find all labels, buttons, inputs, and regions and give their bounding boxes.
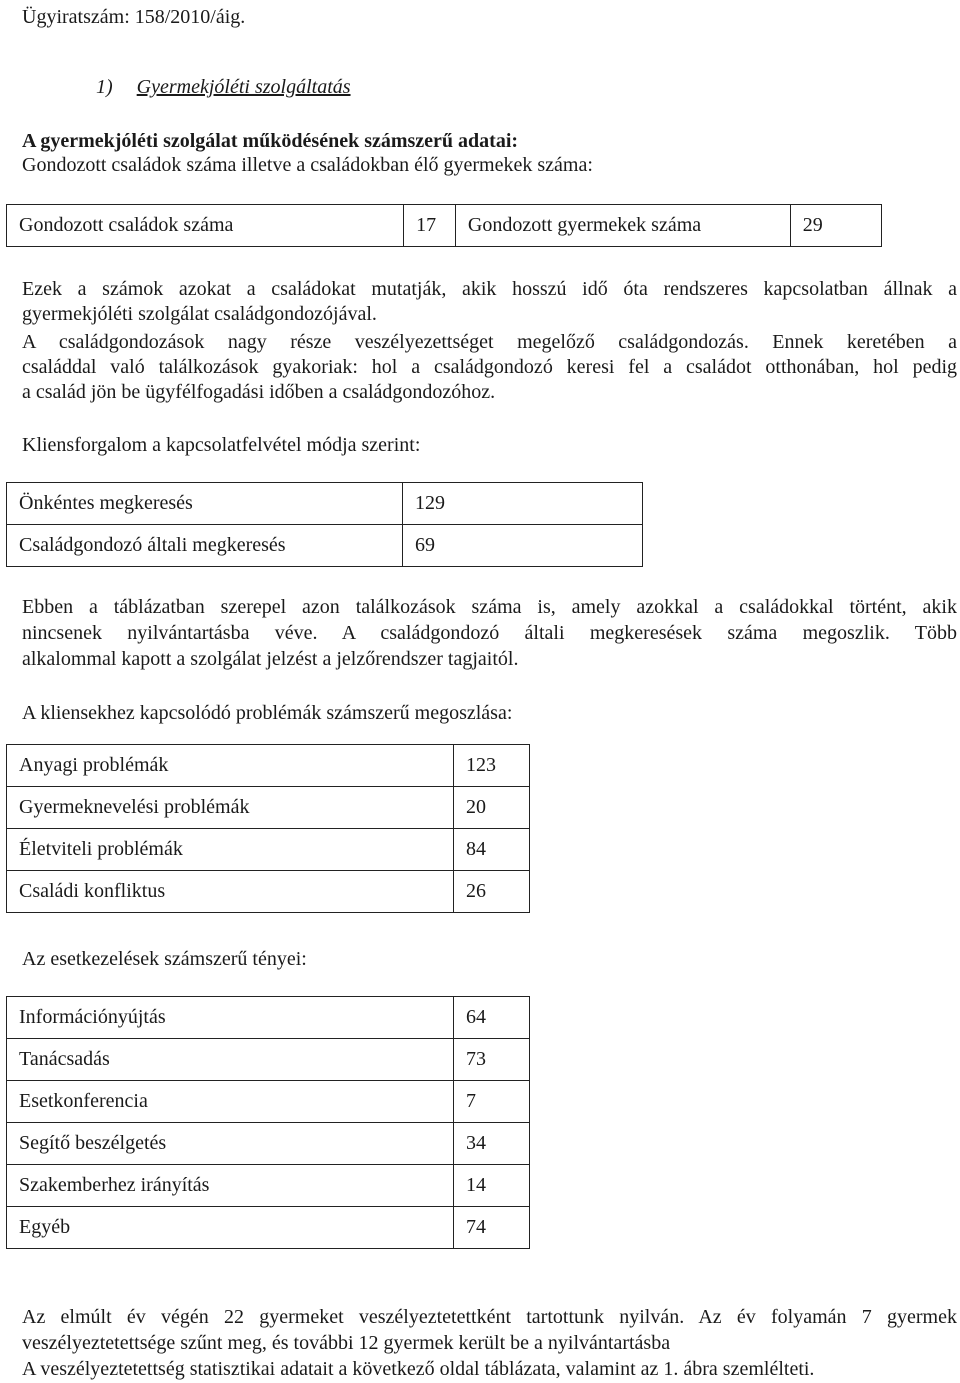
case-value: 7 — [454, 1081, 530, 1123]
paragraph-3-line-2: veszélyeztetettsége szűnt meg, és további 12 gyermek került be a nyilvántartásba — [22, 1332, 671, 1354]
case-handling-table — [6, 996, 530, 1249]
paragraph-1-line-5: a család jön be ügyfélfogadási időben a családgondozóhoz. — [22, 381, 496, 403]
table-row — [7, 745, 530, 787]
stats-subheading: Gondozott családok száma illetve a családokban élő gyermekek száma: — [22, 154, 593, 176]
problem-value: 84 — [454, 829, 530, 871]
section-title — [96, 76, 351, 99]
paragraph-2-line-3: alkalommal kapott a szolgálat jelzést a jelzőrendszer tagjaitól. — [22, 648, 519, 670]
table-row — [7, 1165, 530, 1207]
table-row — [7, 1207, 530, 1249]
client-flow-heading: Kliensforgalom a kapcsolatfelvétel módja szerint: — [22, 434, 421, 456]
paragraph-1-line-3: A családgondozások nagy része veszélyezettséget megelőző családgondozás. Ennek keretében a — [22, 331, 957, 353]
families-value: 17 — [404, 205, 456, 247]
paragraph-1-line-2: gyermekjóléti szolgálat családgondozójával. — [22, 303, 377, 325]
problem-label: Gyermeknevelési problémák — [7, 787, 454, 829]
case-label: Segítő beszélgetés — [7, 1123, 454, 1165]
table-row — [7, 525, 643, 567]
paragraph-3-line-3: A veszélyeztetettség statisztikai adatait a következő oldal táblázata, valamint az 1. ábra szemlélteti. — [22, 1358, 815, 1380]
case-label: Esetkonferencia — [7, 1081, 454, 1123]
families-table — [6, 204, 882, 247]
paragraph-2-line-2: nincsenek nyilvántartásba véve. A családgondozó általi megkeresések száma megoszlik. Több — [22, 622, 957, 644]
stats-heading: A gyermekjóléti szolgálat működésének számszerű adatai: — [22, 130, 519, 152]
paragraph-2-line-1: Ebben a táblázatban szerepel azon találkozások száma is, amely azokkal a családokkal történt, akik — [22, 596, 957, 618]
case-value: 14 — [454, 1165, 530, 1207]
table-row — [7, 1123, 530, 1165]
table-row — [7, 1081, 530, 1123]
case-value: 74 — [454, 1207, 530, 1249]
table-row — [7, 997, 530, 1039]
client-flow-table — [6, 482, 643, 567]
section-title-text: Gyermekjóléti szolgáltatás — [136, 76, 351, 98]
client-flow-label: Önkéntes megkeresés — [7, 483, 403, 525]
case-label: Egyéb — [7, 1207, 454, 1249]
families-label: Gondozott családok száma — [7, 205, 404, 247]
problem-label: Családi konfliktus — [7, 871, 454, 913]
file-number: Ügyiratszám: 158/2010/áig. — [22, 6, 246, 28]
problem-value: 26 — [454, 871, 530, 913]
case-label: Szakemberhez irányítás — [7, 1165, 454, 1207]
children-value: 29 — [790, 205, 881, 247]
problems-table — [6, 744, 530, 913]
case-value: 73 — [454, 1039, 530, 1081]
problem-label: Életviteli problémák — [7, 829, 454, 871]
table-row — [7, 1039, 530, 1081]
client-flow-value: 129 — [403, 483, 643, 525]
table-row — [7, 205, 882, 247]
problem-label: Anyagi problémák — [7, 745, 454, 787]
client-flow-value: 69 — [403, 525, 643, 567]
case-label: Információnyújtás — [7, 997, 454, 1039]
paragraph-1-line-1: Ezek a számok azokat a családokat mutatják, akik hosszú idő óta rendszeres kapcsolatban állnak a — [22, 278, 957, 300]
table-row — [7, 787, 530, 829]
section-number: 1) — [96, 76, 113, 98]
paragraph-1-line-4: családdal való találkozások gyakoriak: hol a családgondozó keresi fel a családot otthonában, hol pedig — [22, 356, 957, 378]
paragraph-3-line-1: Az elmúlt év végén 22 gyermeket veszélyeztetettként tartottunk nyilván. Az év folyamán 7 gyermek — [22, 1306, 957, 1328]
problem-value: 123 — [454, 745, 530, 787]
case-handling-heading: Az esetkezelések számszerű tényei: — [22, 948, 307, 970]
case-label: Tanácsadás — [7, 1039, 454, 1081]
client-flow-label: Családgondozó általi megkeresés — [7, 525, 403, 567]
table-row — [7, 483, 643, 525]
problem-value: 20 — [454, 787, 530, 829]
problems-heading: A kliensekhez kapcsolódó problémák számszerű megoszlása: — [22, 702, 513, 724]
case-value: 34 — [454, 1123, 530, 1165]
table-row — [7, 871, 530, 913]
children-label: Gondozott gyermekek száma — [455, 205, 790, 247]
case-value: 64 — [454, 997, 530, 1039]
table-row — [7, 829, 530, 871]
